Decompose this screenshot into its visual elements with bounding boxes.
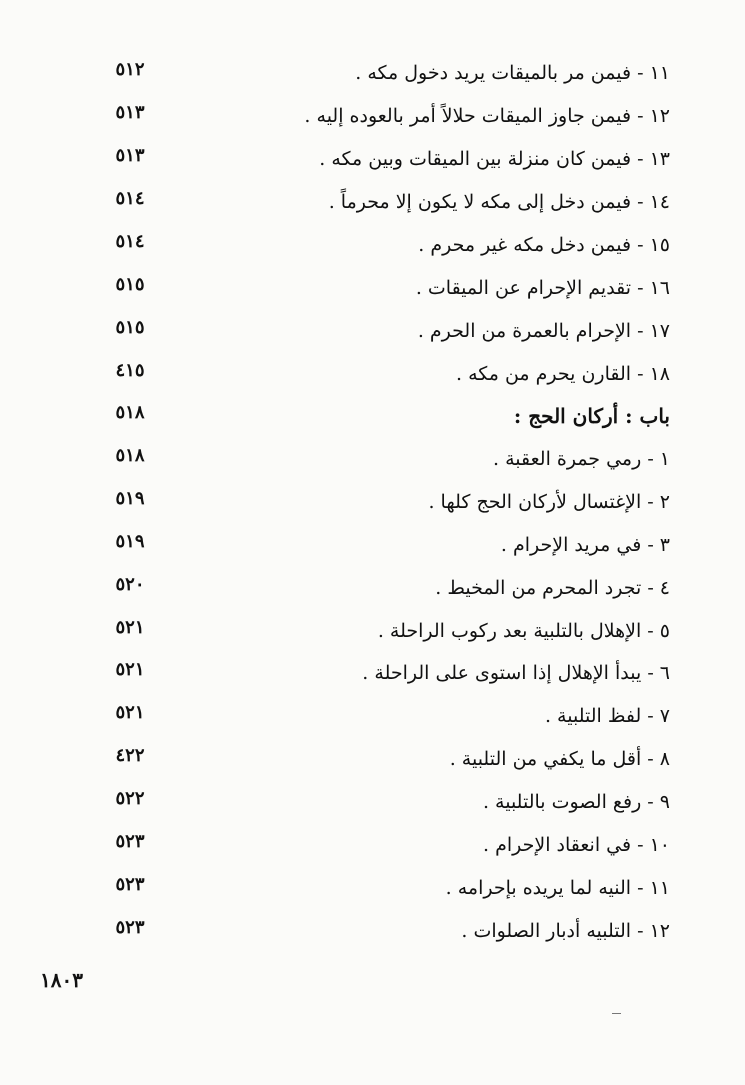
toc-entry [90, 655, 670, 691]
toc-entry [90, 913, 670, 949]
entry-page-number: ٥٢٣ [115, 917, 145, 938]
toc-entry [90, 356, 670, 392]
entry-page-number: ٥١٨ [115, 445, 145, 466]
entry-page-number: ٥٢١ [115, 702, 145, 723]
entry-page-number: ٥١٥ [115, 317, 145, 338]
toc-entry [90, 270, 670, 306]
toc-section-heading [90, 398, 670, 434]
entry-page-number: ٥١٤ [115, 188, 145, 209]
entry-page-number: ٥١٣ [115, 145, 145, 166]
toc-entry [90, 741, 670, 777]
entry-page-number: ٥١٢ [115, 59, 145, 80]
entry-title: ٦ - يبدأ الإهلال إذا استوى على الراحلة . [362, 662, 670, 684]
entry-page-number: ٤٢٢ [115, 745, 145, 766]
footer-dash [612, 1013, 621, 1014]
entry-title: ٥ - الإهلال بالتلبية بعد ركوب الراحلة . [377, 620, 670, 642]
toc-entry [90, 570, 670, 606]
toc-entry [90, 784, 670, 820]
entry-title: ١٥ - فيمن دخل مكه غير محرم . [418, 234, 670, 256]
entry-title: ٣ - في مريد الإحرام . [500, 534, 670, 556]
toc-entry [90, 55, 670, 91]
entry-page-number: ٥٢١ [115, 659, 145, 680]
toc-entry [90, 184, 670, 220]
toc-entry [90, 613, 670, 649]
entry-title: ١ - رمي جمرة العقبة . [493, 448, 670, 470]
entry-title: ١٧ - الإحرام بالعمرة من الحرم . [417, 320, 670, 342]
entry-title: ٨ - أقل ما يكفي من التلبية . [449, 748, 670, 770]
toc-entry [90, 484, 670, 520]
entry-page-number: ٥١٤ [115, 231, 145, 252]
entry-title: ١٦ - تقديم الإحرام عن الميقات . [415, 277, 670, 299]
toc-entry [90, 313, 670, 349]
entry-page-number: ٥١٩ [115, 531, 145, 552]
entry-title: ٩ - رفع الصوت بالتلبية . [482, 791, 670, 813]
toc-entry [90, 870, 670, 906]
entry-title: ٢ - الإغتسال لأركان الحج كلها . [428, 491, 670, 513]
entry-title: ١٠ - في انعقاد الإحرام . [483, 834, 670, 856]
entry-page-number: ٤١٥ [115, 360, 145, 381]
toc-entry [90, 441, 670, 477]
entry-page-number: ٥٢٣ [115, 874, 145, 895]
toc-entry [90, 227, 670, 263]
entry-page-number: ٥٢٠ [115, 574, 145, 595]
entry-page-number: ٥١٣ [115, 102, 145, 123]
entry-page-number: ٥١٥ [115, 274, 145, 295]
entry-title: ١١ - فيمن مر بالميقات يريد دخول مكه . [355, 62, 670, 84]
entry-title: ١١ - النيه لما يريده بإحرامه . [445, 877, 670, 899]
entry-page-number: ٥١٨ [115, 402, 145, 423]
section-heading-title: باب : أركان الحج : [513, 404, 670, 428]
entry-page-number: ٥٢٢ [115, 788, 145, 809]
entry-title: ١٣ - فيمن كان منزلة بين الميقات وبين مكه . [319, 148, 670, 170]
folio-number: ١٨٠٣ [40, 968, 83, 992]
entry-title: ١٤ - فيمن دخل إلى مكه لا يكون إلا محرماً . [328, 191, 670, 213]
entry-title: ٤ - تجرد المحرم من المخيط . [435, 577, 670, 599]
entry-title: ٧ - لفظ التلبية . [544, 705, 670, 727]
toc-entry [90, 98, 670, 134]
entry-page-number: ٥١٩ [115, 488, 145, 509]
entry-title: ١٢ - فيمن جاوز الميقات حلالاً أمر بالعوده إليه . [304, 105, 670, 127]
toc-entry [90, 698, 670, 734]
toc-entry [90, 527, 670, 563]
toc-entry [90, 827, 670, 863]
entry-title: ١٢ - التلبيه أدبار الصلوات . [461, 920, 670, 942]
entry-page-number: ٥٢٣ [115, 831, 145, 852]
toc-entry [90, 141, 670, 177]
entry-page-number: ٥٢١ [115, 617, 145, 638]
entry-title: ١٨ - القارن يحرم من مكه . [455, 363, 670, 385]
